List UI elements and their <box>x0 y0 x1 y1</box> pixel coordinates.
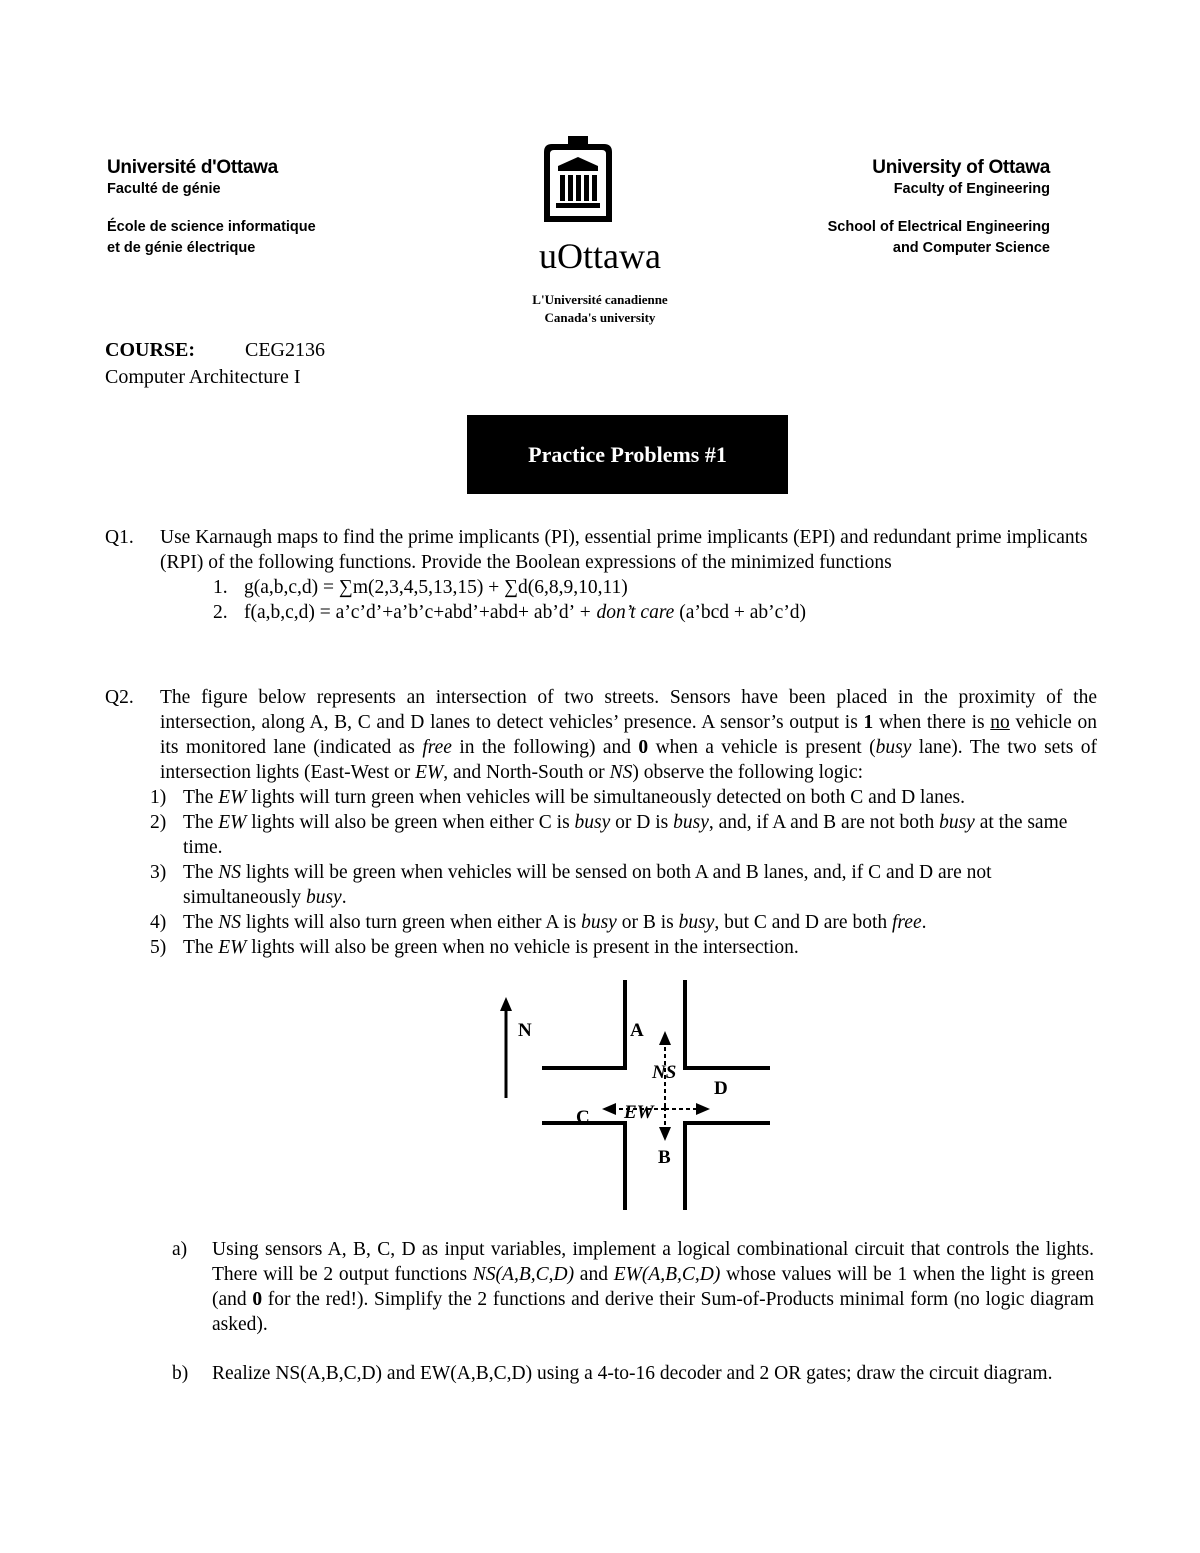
function-g: g(a,b,c,d) = ∑m(2,3,4,5,13,15) + ∑d(6,8,9,10,11) <box>244 577 628 598</box>
course-code: CEG2136 <box>245 339 325 361</box>
question-text: The figure below represents an intersection of two streets. Sensors have been placed in the proximity of the intersection, along A, B, C and D lanes to detect vehicles’ presence. A sensor’s output is 1 when there is no vehicle on its monitored lane (indicated as free in the following) and 0 when a vehicle is present (busy lane). The two sets of intersection lights (East-West or EW, and North-South or NS) observe the following logic: <box>160 687 1097 783</box>
university-building-icon <box>538 130 618 225</box>
list-item: 1. g(a,b,c,d) = ∑m(2,3,4,5,13,15) + ∑d(6,8,9,10,11) <box>213 575 1097 600</box>
faculty-name-fr: Faculté de génie <box>107 181 221 197</box>
question-2 <box>105 685 1097 960</box>
faculty-name-en: Faculty of Engineering <box>893 181 1050 197</box>
lane-a-label: A <box>630 1020 644 1041</box>
intersection-diagram <box>480 975 790 1220</box>
lane-d-label: D <box>714 1078 728 1099</box>
uottawa-logo <box>470 128 730 338</box>
part-a-text: Using sensors A, B, C, D as input variables, implement a logical combinational circuit that controls the lights. There will be 2 output functions NS(A,B,C,D) and EW(A,B,C,D) whose values will be 1 when the light is green (and 0 for the red!). Simplify the 2 functions and derive their Sum-of-Products minimal form (no logic diagram asked). <box>212 1239 1094 1335</box>
list-item: 3) The NS lights will be green when vehicles will be sensed on both A and B lanes, and, if C and D are not simultaneously busy. <box>150 862 992 908</box>
part-a: a) Using sensors A, B, C, D as input variables, implement a logical combinational circuit that controls the lights. There will be 2 output functions NS(A,B,C,D) and EW(A,B,C,D) whose values will be 1 when the light is green (and 0 for the red!). Simplify the 2 functions and derive their Sum-of-Products minimal form (no logic diagram asked). <box>172 1239 1094 1335</box>
page-title: Practice Problems #1 <box>528 442 727 467</box>
part-b-text: Realize NS(A,B,C,D) and EW(A,B,C,D) using a 4-to-16 decoder and 2 OR gates; draw the circuit diagram. <box>212 1363 1053 1384</box>
north-label: N <box>518 1020 532 1041</box>
ns-label: NS <box>652 1062 677 1083</box>
course-info <box>105 337 325 391</box>
school-name-fr-line1: École de science informatique <box>107 219 316 235</box>
logo-wordmark: uOttawa <box>539 236 661 276</box>
course-name: Computer Architecture I <box>105 366 301 388</box>
lane-c-label: C <box>576 1107 590 1128</box>
function-f: f(a,b,c,d) = a’c’d’+a’b’c+abd’+abd+ ab’d’ + don’t care (a’bcd + ab’c’d) <box>244 602 807 623</box>
school-name-en-line2: and Computer Science <box>892 240 1050 256</box>
lane-b-label: B <box>658 1147 671 1168</box>
list-item: 2) The EW lights will also be green when either C is busy or D is busy, and, if A and B are not both busy at the same time. <box>150 812 1068 858</box>
list-item: 4) The NS lights will also turn green when either A is busy or B is busy, but C and D are both free. <box>150 912 927 933</box>
list-item: 2. f(a,b,c,d) = a’c’d’+a’b’c+abd’+abd+ ab’d’ + don’t care (a’bcd + ab’c’d) <box>213 600 1097 625</box>
list-item: 1) The EW lights will turn green when vehicles will be simultaneously detected on both C and D lanes. <box>150 787 966 808</box>
logo-tagline-fr: L'Université canadienne <box>532 292 668 307</box>
part-b: b) Realize NS(A,B,C,D) and EW(A,B,C,D) using a 4-to-16 decoder and 2 OR gates; draw the circuit diagram. <box>172 1361 1094 1386</box>
ew-label: EW <box>624 1102 654 1123</box>
school-name-en-line1: School of Electrical Engineering <box>827 219 1050 235</box>
question-text: Use Karnaugh maps to find the prime implicants (PI), essential prime implicants (EPI) and redundant prime implicants (RPI) of the following functions. Provide the Boolean expressions of the minimized functions <box>160 527 1088 573</box>
title-box <box>467 415 788 494</box>
header-left-block <box>107 157 437 259</box>
list-item: 5) The EW lights will also be green when no vehicle is present in the intersection. <box>150 937 799 958</box>
course-label: COURSE: <box>105 339 196 361</box>
university-name-fr: Université d'Ottawa <box>107 157 278 178</box>
university-name-en: University of Ottawa <box>872 157 1050 178</box>
header-right-block <box>690 157 1050 259</box>
question-number: Q2. <box>105 687 134 708</box>
logo-tagline-en: Canada's university <box>544 310 656 325</box>
school-name-fr-line2: et de génie électrique <box>107 240 256 256</box>
question-number: Q1. <box>105 527 134 548</box>
question-1 <box>105 525 1097 625</box>
